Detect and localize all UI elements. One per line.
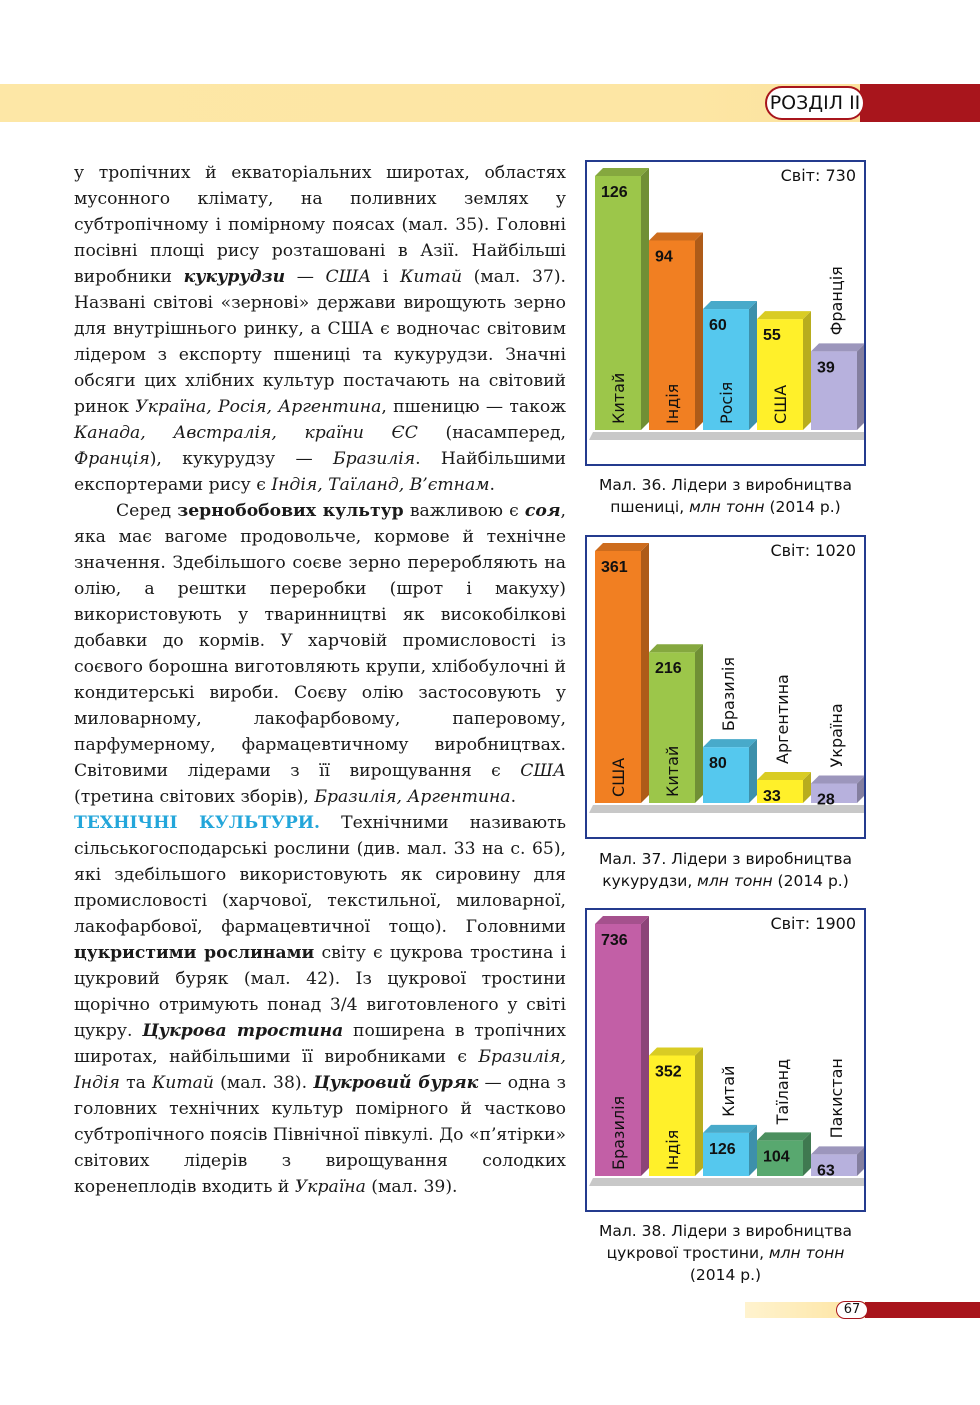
- value-label: 104: [763, 1148, 790, 1166]
- paragraph-grains: [74, 160, 566, 498]
- text-run: Франція: [74, 449, 150, 469]
- text-run: Україна: [294, 1177, 366, 1197]
- bar-side: [641, 916, 649, 1176]
- header-accent: [860, 84, 980, 122]
- bar-top: [649, 233, 703, 241]
- text-run: , яка має вагоме продовольче, кормове й технічне значення. Здебільшого соєве зерно переробляють на олію, а рештки переробки (шрот і макуху) використовують у тваринництві як високобілкові добавки до кормів. У харчовій промисловості із соєвого борошна виготовляють крупи, хлібобулочні й кондитерські вироби. Соєву олію застосовують у миловарному, лакофарбовому, паперовому, парфумерному, фармацевтичному виробництвах. Світовими лідерами з її вирощування є: [74, 501, 566, 781]
- text-run: соя: [524, 501, 561, 521]
- caption-corn: Мал. 37. Лідери з виробництва кукурудзи, млн тонн (2014 р.): [599, 850, 852, 890]
- chart-sugarcane-total: Світ: 1900: [770, 914, 856, 933]
- bar-top: [757, 772, 811, 780]
- bar-side: [749, 1125, 757, 1176]
- text-run: цукристими рослинами: [74, 943, 315, 963]
- text-run: (насамперед,: [417, 423, 566, 443]
- text-run: (мал. 39).: [365, 1177, 458, 1197]
- text-run: Технічними називають сільськогосподарські рослини (див. мал. 33 на с. 65), які здебільшого використовують як сировину для промисловості (харчової, текстильної, миловарної, лакофарбової, фармацевтичної тощо). Головними: [74, 813, 567, 937]
- bar-top: [703, 1125, 757, 1133]
- category-label: Таїланд: [773, 1058, 792, 1125]
- bar-top: [649, 644, 703, 652]
- chart-corn-plot: [587, 537, 864, 837]
- bar-side: [749, 301, 757, 430]
- chart-wheat: [585, 160, 866, 466]
- text-run: і: [371, 267, 401, 287]
- value-label: 126: [709, 1140, 736, 1158]
- text-run: , пшеницю — також: [381, 397, 567, 417]
- text-run: .: [510, 787, 517, 807]
- chart-corn-total: Світ: 1020: [770, 541, 856, 560]
- text-run: ), кукурудзу —: [149, 449, 333, 469]
- text-run: (мал. 37). Названі світові «зернові» держави вирощують зерно для внутрішнього ринку, а США є водночас світовим лідером з експорту пшениці та кукурудзи. Значні обсяги цих хлібних культур постачають на світовий ринок: [74, 267, 566, 417]
- page-number: 67: [836, 1301, 868, 1319]
- bar-top: [595, 916, 649, 924]
- text-run: поширена в тропічних широтах, найбільшими її виробниками є: [74, 1021, 566, 1067]
- text-run: та: [119, 1073, 152, 1093]
- category-label: Китай: [719, 1065, 738, 1117]
- value-label: 33: [763, 787, 781, 805]
- text-run: у тропічних й екваторіальних широтах, областях мусонного клімату, на поливних землях у субтропічному і помірному поясах (мал. 35). Головні посівні площі рису розташовані в Азії. Найбільші виробники: [74, 163, 566, 287]
- category-label: США: [771, 384, 790, 424]
- category-label: Індія: [663, 1129, 682, 1170]
- bar-top: [757, 311, 811, 319]
- bar-top: [811, 343, 864, 351]
- category-label: Пакистан: [827, 1058, 846, 1139]
- value-label: 736: [601, 932, 628, 949]
- text-run: світу є цукрова тростина і цукровий буряк (мал. 42). Із цукрової тростини щорічно отримують понад 3/4 виготовленого у світі цукру.: [74, 943, 566, 1041]
- bar-top: [649, 1047, 703, 1055]
- value-label: 352: [655, 1063, 682, 1081]
- text-run: Китай: [152, 1073, 214, 1093]
- text-run: Індія, Таїланд, В’єтнам: [271, 475, 490, 495]
- text-run: США: [325, 267, 372, 287]
- bar-top: [595, 168, 649, 176]
- text-run: Бразилія, Індія: [74, 1047, 566, 1093]
- text-run: —: [285, 267, 326, 287]
- text-run: Бразилія: [332, 449, 416, 469]
- category-label: Бразилія: [609, 1095, 628, 1170]
- chart-floor: [589, 432, 864, 440]
- text-run: Китай: [400, 267, 463, 287]
- chart-wheat-total: Світ: 730: [780, 166, 856, 185]
- text-run: (мал. 38).: [214, 1073, 314, 1093]
- bar-side: [695, 1047, 703, 1176]
- text-run: Бразилія, Аргентина: [314, 787, 511, 807]
- category-label: Індія: [663, 383, 682, 424]
- caption-wheat: Мал. 36. Лідери з виробництва пшениці, млн тонн (2014 р.): [599, 476, 852, 516]
- chart-sugarcane-plot: [587, 910, 864, 1210]
- text-run: Цукровий буряк: [313, 1073, 479, 1093]
- category-label: Китай: [609, 372, 628, 424]
- value-label: 126: [601, 184, 628, 201]
- value-label: 80: [709, 755, 727, 773]
- bar-4: [811, 343, 864, 430]
- bar-side: [695, 644, 703, 803]
- bar-top: [811, 1146, 864, 1154]
- bar-side: [749, 739, 757, 803]
- text-run: зернобобових культур: [177, 501, 404, 521]
- bar-top: [595, 543, 649, 551]
- bar-side: [803, 311, 811, 430]
- value-label: 28: [817, 791, 835, 809]
- text-run: — одна з головних технічних культур помірного й частково субтропічного поясів Північної півкулі. До «п’ятірки» світових лідерів з вирощування солодких коренеплодів входить й: [74, 1073, 566, 1197]
- category-label: Китай: [663, 745, 682, 797]
- category-label: Україна: [827, 703, 846, 768]
- text-run: кукурудзи: [183, 267, 286, 287]
- bar-top: [757, 1132, 811, 1140]
- value-label: 216: [655, 660, 682, 678]
- main-text: [74, 160, 566, 1200]
- chart-wheat-plot: [587, 162, 864, 464]
- value-label: 361: [601, 559, 628, 576]
- text-run: . Найбільшими експортерами рису є: [74, 449, 566, 495]
- text-run: ТЕХНІЧНІ КУЛЬТУРИ.: [74, 813, 321, 833]
- bar-top: [811, 775, 864, 783]
- bar-side: [695, 233, 703, 430]
- paragraph-legumes: [74, 498, 566, 810]
- text-run: (третина світових зборів),: [74, 787, 315, 807]
- text-run: США: [520, 761, 566, 781]
- bar-side: [641, 168, 649, 430]
- value-label: 94: [655, 248, 673, 266]
- section-label: РОЗДІЛ ІІ: [765, 86, 865, 120]
- bar-top: [703, 739, 757, 747]
- value-label: 55: [763, 327, 781, 345]
- chart-corn: [585, 535, 866, 839]
- category-label: Росія: [717, 381, 736, 424]
- caption-sugarcane: Мал. 38. Лідери з виробництва цукрової тростини, млн тонн (2014 р.): [599, 1222, 852, 1284]
- text-run: Україна, Росія, Аргентина: [135, 397, 382, 417]
- category-label: Аргентина: [773, 674, 792, 764]
- text-run: Цукрова тростина: [142, 1021, 344, 1041]
- value-label: 60: [709, 317, 727, 335]
- text-run: .: [489, 475, 495, 495]
- category-label: Франція: [827, 266, 846, 336]
- text-run: Серед: [116, 501, 178, 521]
- category-label: Бразилія: [719, 657, 738, 732]
- bar-top: [703, 301, 757, 309]
- bar-side: [857, 343, 864, 430]
- footer-accent: [865, 1302, 980, 1318]
- category-label: США: [609, 757, 628, 797]
- value-label: 39: [817, 359, 835, 377]
- text-run: Канада, Австралія, країни ЄС: [74, 423, 418, 443]
- bar-side: [641, 543, 649, 803]
- text-run: важливою є: [403, 501, 525, 521]
- value-label: 63: [817, 1162, 835, 1180]
- paragraph-technical-crops: [74, 810, 566, 1200]
- chart-sugarcane: [585, 908, 866, 1212]
